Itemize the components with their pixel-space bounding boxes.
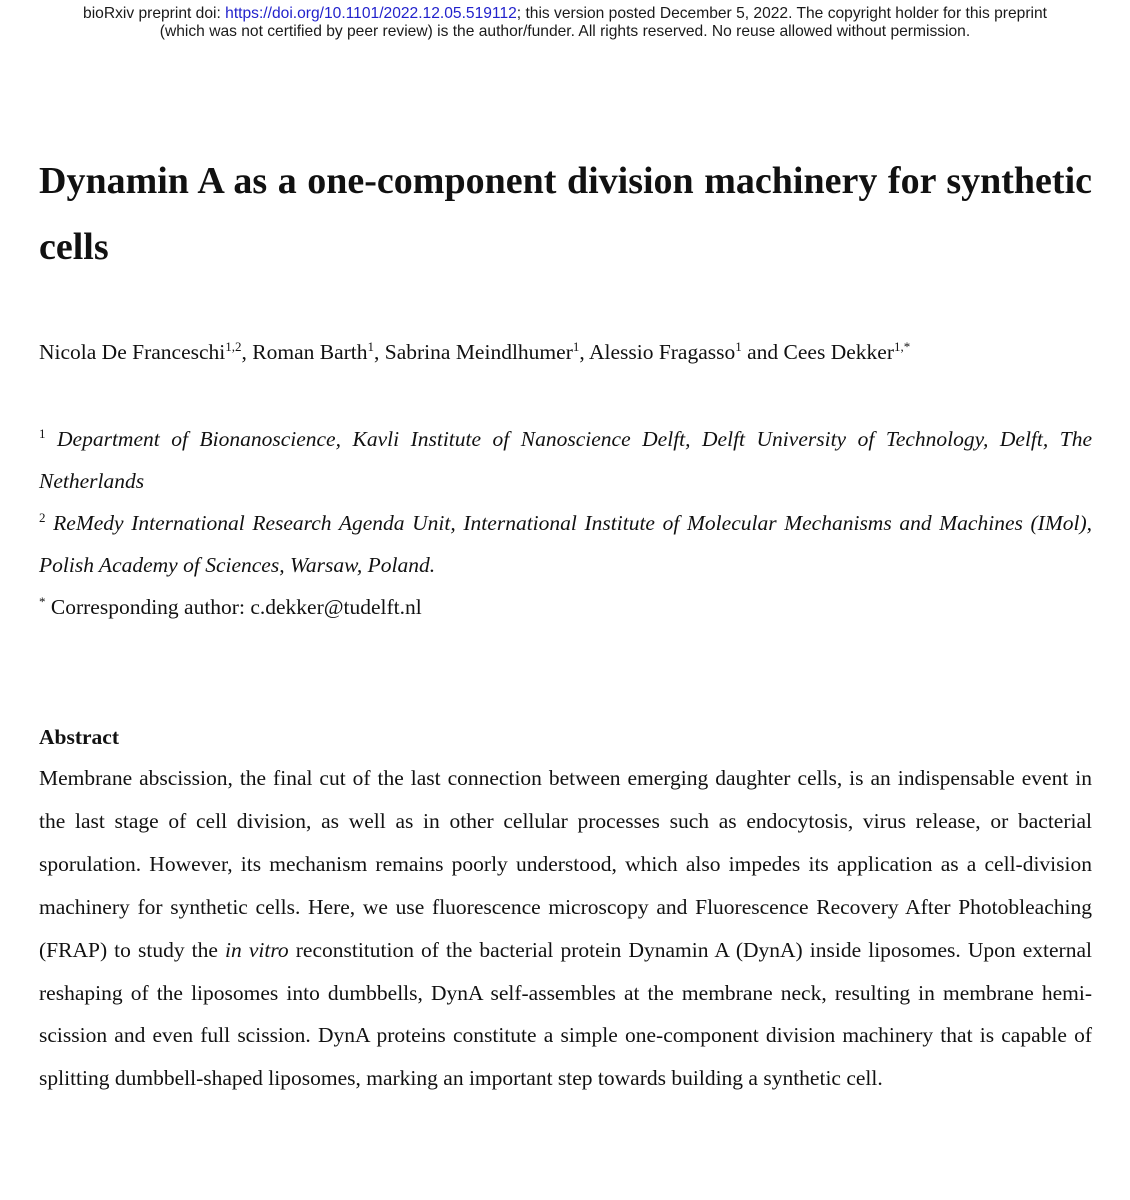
author-name: Alessio Fragasso [588,340,736,364]
author-affiliation-mark: 1,* [894,339,911,354]
abstract-heading: Abstract [39,725,120,749]
author-affiliation-mark: 1,2 [225,339,242,354]
preprint-banner [0,5,1130,41]
author-name: Nicola De Franceschi [39,340,226,364]
author-separator: , [241,340,253,364]
doi-link[interactable]: https://doi.org/10.1101/2022.12.05.519112 [225,5,517,22]
corresponding-text: Corresponding author: c.dekker@tudelft.nl [50,595,422,619]
affiliation-1 [39,418,1092,502]
abstract-body [39,757,1092,1100]
banner-prefix: bioRxiv preprint doi: [83,5,226,22]
author-separator: , [579,340,589,364]
author-affiliation-mark: 1 [572,339,580,354]
affiliation-2 [39,502,1092,586]
abstract-italic-term: in vitro [225,937,289,962]
banner-line1-suffix: ; this version posted December 5, 2022. The copyright holder for this preprint [516,5,1047,22]
affiliation-mark: 1 [39,426,46,441]
author-name: Roman Barth [252,340,368,364]
banner-line-2: (which was not certified by peer review) is the author/funder. All rights reserved. No reuse allowed without permission. [159,23,971,40]
author-affiliation-mark: 1 [367,339,375,354]
author-name: Cees Dekker [783,340,894,364]
abstract-text-part-2: reconstitution of the bacterial protein Dynamin A (DynA) inside liposomes. Upon external reshaping of the liposomes into dumbbells, DynA self-assembles at the membrane neck, resulting in membrane hemi-scission and even full scission. DynA proteins constitute a simple one-component division machinery that is capable of splitting dumbbell-shaped liposomes, marking an important step towards building a synthetic cell. [39,937,1092,1091]
paper-title: Dynamin A as a one-component division machinery for synthetic cells [39,160,1092,268]
author-separator: and [741,340,784,364]
affiliation-text: Department of Bionanoscience, Kavli Institute of Nanoscience Delft, Delft University of Technology, Delft, The Netherlands [39,427,1093,493]
author-list [39,337,1092,367]
author-name: Sabrina Meindlhumer [384,340,573,364]
affiliation-text: ReMedy International Research Agenda Unit, International Institute of Molecular Mechanisms and Machines (IMol), Polish Academy of Sciences, Warsaw, Poland. [39,511,1092,577]
affiliation-mark: 2 [39,510,46,525]
banner-line-1 [0,5,1130,23]
abstract-text-part-1: Membrane abscission, the final cut of the last connection between emerging daughter cells, is an indispensable event in the last stage of cell division, as well as in other cellular processes such as endocytosis, virus release, or bacterial sporulation. However, its mechanism remains poorly understood, which also impedes its application as a cell-division machinery for synthetic cells. Here, we use fluorescence microscopy and Fluorescence Recovery After Photobleaching (FRAP) to study the [39,766,1092,962]
corresponding-author [39,586,1092,628]
author-affiliation-mark: 1 [735,339,742,354]
corresponding-mark: * [39,594,46,609]
author-separator: , [374,340,385,364]
